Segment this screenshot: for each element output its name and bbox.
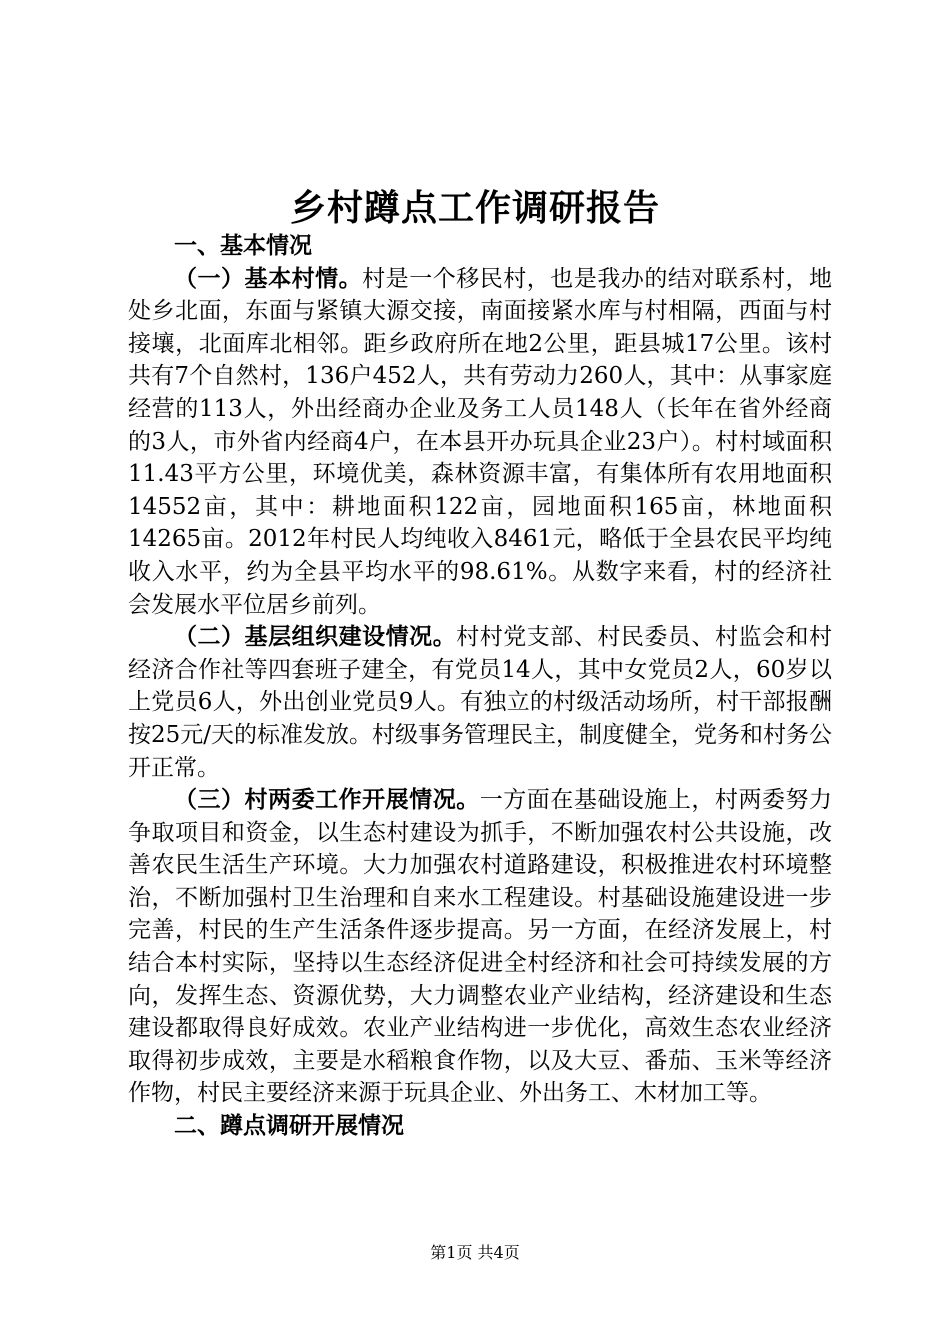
page-footer: 第1页 共4页 bbox=[430, 1243, 520, 1262]
paragraph-body: 村是一个移民村，也是我办的结对联系村，地处乡北面，东面与紧镇大源交接，南面接紧水库与村相隔，西面与村接壤，北面库北相邻。距乡政府所在地2公里，距县城17公里。该村共有7个自然村，136户452人，共有劳动力260人，其中：从事家庭经营的113人，外出经商办企业及务工人员148人（长年在省外经商的3人，市外省内经商4户，在本县开办玩具企业23户）。村村域面积11.43平方公里，环境优美，森林资源丰富，有集体所有农用地面积14552亩，其中：耕地面积122亩，园地面积165亩，林地面积14265亩。2012年村民人均纯收入8461元，略低于全县农民平均纯收入水平，约为全县平均水平的98.61%。从数字来看，村的经济社会发展水平位居乡前列。 bbox=[128, 265, 833, 618]
paragraph-organization bbox=[128, 621, 832, 784]
paragraph-body: 一方面在基础设施上，村两委努力争取项目和资金，以生态村建设为抓手，不断加强农村公共设施，改善农民生活生产环境。大力加强农村道路建设，积极推进农村环境整治，不断加强村卫生治理和自来水工程建设。村基础设施建设进一步完善，村民的生产生活条件逐步提高。另一方面，在经济发展上，村结合本村实际，坚持以生态经济促进全村经济和社会可持续发展的方向，发挥生态、资源优势，大力调整农业产业结构，经济建设和生态建设都取得良好成效。农业产业结构进一步优化，高效生态农业经济取得初步成效，主要是水稻粮食作物，以及大豆、番茄、玉米等经济作物，村民主要经济来源于玩具企业、外出务工、木材加工等。 bbox=[128, 787, 833, 1107]
paragraph-committee-work bbox=[128, 784, 832, 1110]
section-heading-basic-situation: 一、基本情况 bbox=[174, 232, 312, 259]
paragraph-lead: （三）村两委工作开展情况。 bbox=[174, 786, 480, 814]
paragraph-lead: （二）基层组织建设情况。 bbox=[174, 623, 457, 651]
paragraph-body: 村村党支部、村民委员、村监会和村经济合作社等四套班子建全，有党员14人，其中女党员2人，60岁以上党员6人，外出创业党员9人。有独立的村级活动场所，村干部报酬按25元/天的标准发放。村级事务管理民主，制度健全，党务和村务公开正常。 bbox=[128, 624, 833, 781]
section-heading-research: 二、蹲点调研开展情况 bbox=[174, 1112, 404, 1140]
document-body bbox=[128, 230, 832, 1143]
page-title: 乡村蹲点工作调研报告 bbox=[289, 187, 660, 229]
paragraph-village-overview bbox=[128, 263, 832, 622]
paragraph-lead: （一）基本村情。 bbox=[174, 264, 363, 292]
